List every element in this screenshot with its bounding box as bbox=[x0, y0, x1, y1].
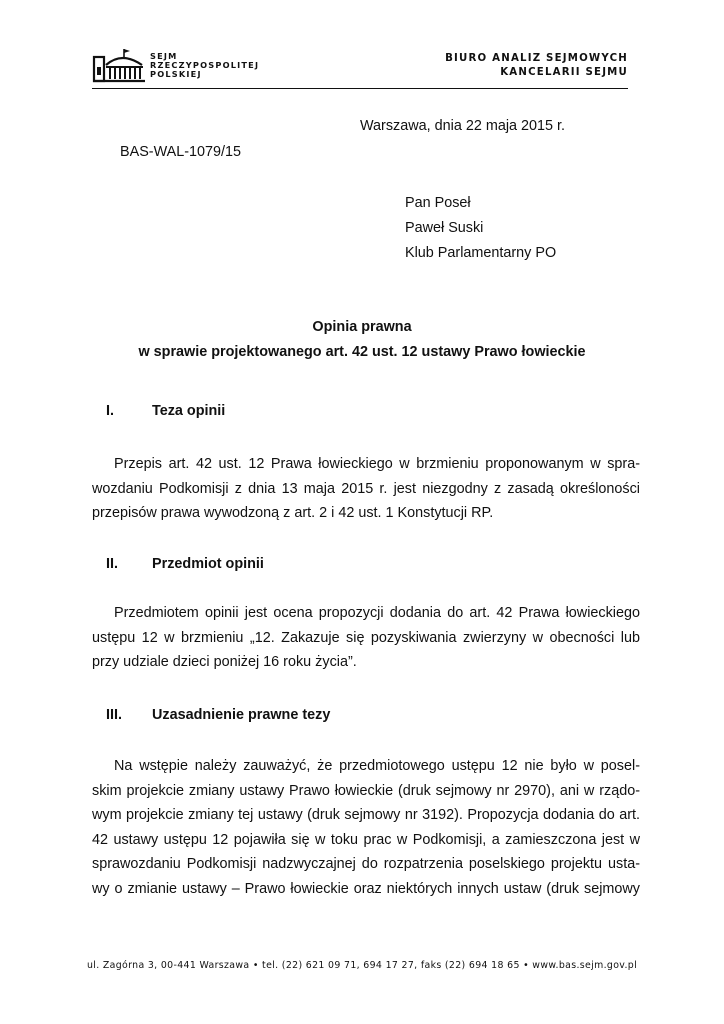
paragraph-line: przy udziale dzieci poniżej 16 roku życia”. bbox=[92, 654, 357, 670]
logo-line: RZECZYPOSPOLITEJ bbox=[150, 60, 260, 71]
section-number: III. bbox=[106, 707, 122, 723]
office-line: BIURO ANALIZ SEJMOWYCH bbox=[445, 53, 628, 64]
footer-address: ul. Zagórna 3, 00-441 Warszawa • tel. (22) 621 09 71, 694 17 27, faks (22) 694 18 65 • www.bas.sejm.gov.pl bbox=[86, 960, 638, 971]
paragraph-line: sprawozdaniu Podkomisji nadzwyczajnej do rozpatrzenia poselskiego projektu usta- bbox=[92, 856, 640, 872]
sejm-logo bbox=[92, 47, 352, 83]
logo-line: SEJM bbox=[150, 51, 178, 61]
section-paragraph bbox=[92, 454, 640, 528]
place-date: Warszawa, dnia 22 maja 2015 r. bbox=[360, 118, 566, 134]
paragraph-line: wy o zmianie ustawy – Prawo łowieckie oraz niektórych innych ustaw (druk sejmowy bbox=[92, 880, 640, 897]
paragraph-line: 42 ustawy ustępu 12 pojawiła się w toku prac w Podkomisji, a zamieszczona jest w bbox=[92, 831, 640, 848]
paragraph-line: Przepis art. 42 ust. 12 Prawa łowieckiego w brzmieniu proponowanym w spra- bbox=[114, 456, 640, 472]
reference-number: BAS-WAL-1079/15 bbox=[120, 144, 242, 160]
section-title: Przedmiot opinii bbox=[152, 556, 264, 572]
section-title: Teza opinii bbox=[152, 403, 226, 419]
paragraph-line: Przedmiotem opinii jest ocena propozycji dodania do art. 42 Prawa łowieckiego bbox=[114, 605, 640, 621]
section-paragraph bbox=[92, 756, 640, 903]
paragraph-line: ustępu 12 w brzmieniu „12. Zakazuje się pozyskiwania zwierzyny w obecności lub bbox=[92, 629, 640, 646]
office-line: KANCELARII SEJMU bbox=[500, 67, 628, 78]
header-divider bbox=[92, 88, 628, 89]
section-number: II. bbox=[106, 556, 118, 572]
recipient-line: Paweł Suski bbox=[405, 220, 484, 236]
letterhead bbox=[92, 44, 628, 88]
paragraph-line: skim projekcie zmiany ustawy Prawo łowieckie (druk sejmowy nr 2970), ani w rządo- bbox=[92, 782, 640, 799]
paragraph-line: wozdaniu Podkomisji z dnia 13 maja 2015 r. jest niezgodny z zasadą określoności bbox=[92, 480, 640, 497]
logo-line: POLSKIEJ bbox=[150, 69, 202, 80]
paragraph-line: Na wstępie należy zauważyć, że przedmiotowego ustępu 12 nie było w posel- bbox=[114, 758, 640, 774]
section-paragraph bbox=[92, 603, 640, 677]
office-name bbox=[445, 52, 628, 80]
recipient-line: Klub Parlamentarny PO bbox=[405, 245, 557, 261]
sejm-building-icon bbox=[92, 47, 146, 83]
document-title: Opinia prawna bbox=[312, 319, 412, 335]
section-number: I. bbox=[106, 403, 114, 419]
paragraph-line: wym projekcie zmiany tej ustawy (druk sejmowy nr 3192). Propozycja dodania do art. bbox=[92, 807, 640, 823]
paragraph-line: przepisów prawa wywodzoną z art. 2 i 42 ust. 1 Konstytucji RP. bbox=[92, 505, 494, 521]
document-subtitle: w sprawie projektowanego art. 42 ust. 12 ustawy Prawo łowieckie bbox=[138, 344, 586, 360]
logo-wordmark bbox=[150, 52, 259, 80]
section-title: Uzasadnienie prawne tezy bbox=[152, 707, 331, 723]
recipient-line: Pan Poseł bbox=[405, 195, 471, 211]
